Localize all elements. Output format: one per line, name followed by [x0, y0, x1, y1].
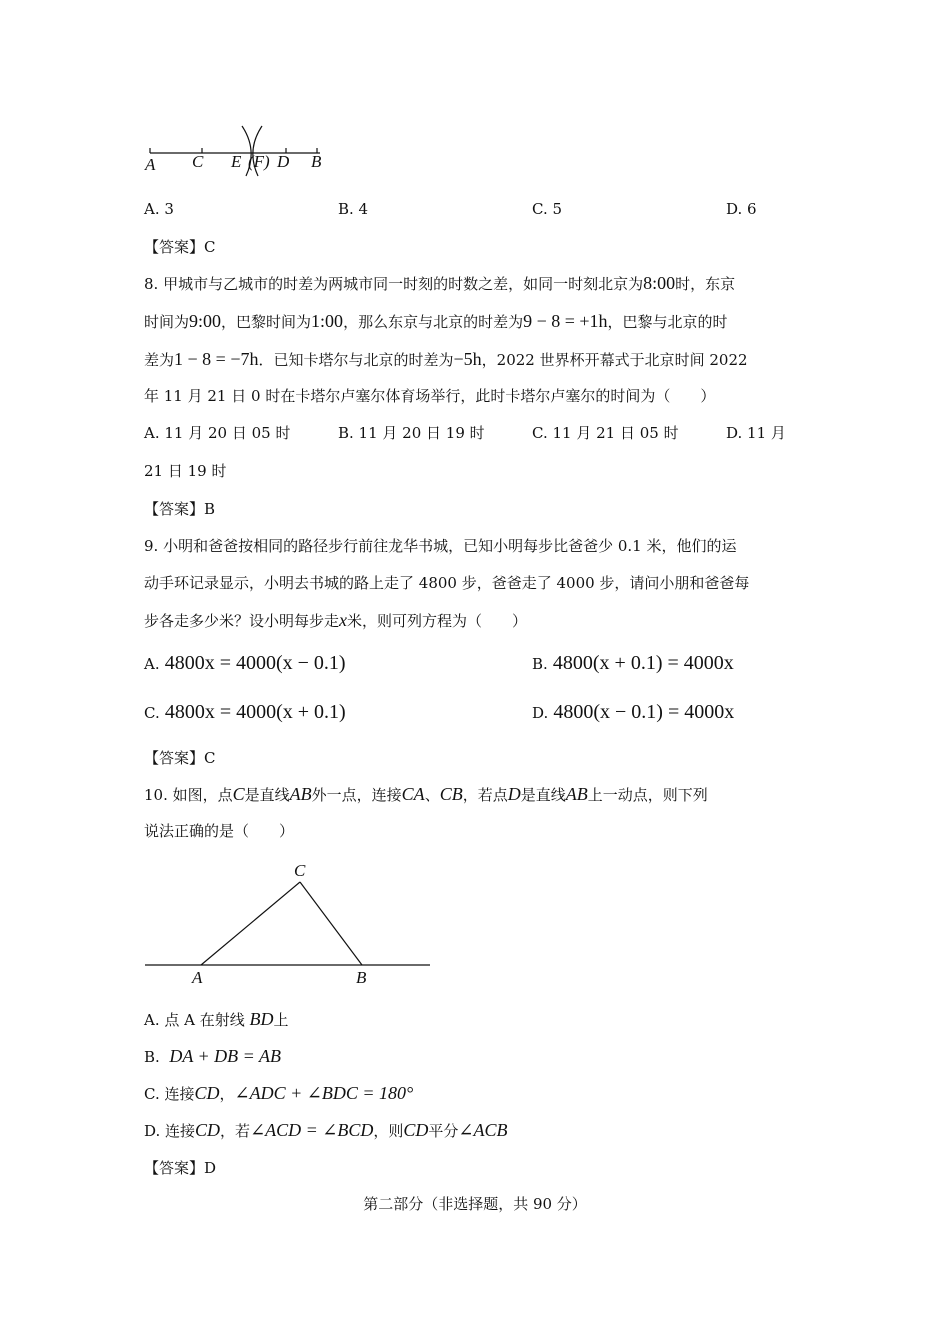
q8-option-d-cont: 21 日 19 时: [144, 462, 227, 480]
q7-option-a: A. 3: [144, 200, 174, 218]
q9-line1: 9. 小明和爸爸按相同的路径步行前往龙华书城，已知小明每步比爸爸少 0.1 米，他们的运: [144, 537, 737, 555]
q7-option-c: C. 5: [532, 200, 563, 218]
q10-option-c: C. 连接CD，∠ADC + ∠BDC = 180°: [144, 1083, 414, 1103]
q9-option-d: D. 4800(x − 0.1) = 4000x: [532, 701, 735, 723]
segment-figure: [140, 122, 340, 177]
q8-option-c: C. 11 月 21 日 05 时: [532, 424, 679, 442]
section-title: 第二部分（非选择题，共 90 分）: [363, 1195, 587, 1213]
q7-option-d: D. 6: [726, 200, 757, 218]
label-E: E: [231, 152, 242, 171]
q9-option-b: B. 4800(x + 0.1) = 4000x: [532, 652, 734, 674]
q9-line2: 动手环记录显示，小明去书城的路上走了 4800 步，爸爸走了 4000 步，请问小朋和爸爸每: [144, 574, 750, 592]
q8-line1: 8. 甲城市与乙城市的时差为两城市同一时刻的时数之差，如同一时刻北京为8:00时，东京: [144, 273, 736, 293]
q8-option-d: D. 11 月: [726, 424, 786, 442]
q10-option-b: B. DA + DB = AB: [144, 1046, 281, 1066]
q8-line4: 年 11 月 21 日 0 时在卡塔尔卢塞尔体育场举行，此时卡塔尔卢塞尔的时间为（ ）: [144, 387, 716, 405]
q10-option-d: D. 连接CD，若∠ACD = ∠BCD，则CD平分∠ACB: [144, 1120, 508, 1140]
q9-answer: 【答案】C: [144, 749, 216, 767]
q8-option-a: A. 11 月 20 日 05 时: [144, 424, 291, 442]
q7-option-b: B. 4: [338, 200, 369, 218]
q10-option-a: A. 点 A 在射线 BD上: [144, 1009, 289, 1029]
q7-answer: 【答案】C: [144, 238, 216, 256]
q8-option-b: B. 11 月 20 日 19 时: [338, 424, 485, 442]
q8-answer: 【答案】B: [144, 500, 216, 518]
label-F: (F): [248, 152, 270, 171]
label-D: D: [277, 152, 290, 171]
q8-line2: 时间为9:00，巴黎时间为1:00，那么东京与北京的时差为9 − 8 = +1h，巴黎与北京的时: [144, 311, 728, 331]
label-B: B: [311, 152, 322, 171]
q10-line2: 说法正确的是（ ）: [144, 822, 295, 840]
label-A: A: [145, 155, 156, 174]
q9-line3: 步各走多少米？设小明每步走x米，则可列方程为（ ）: [144, 610, 528, 630]
q9-option-a: A. 4800x = 4000(x − 0.1): [144, 652, 346, 674]
q10-line1: 10. 如图，点C是直线AB外一点，连接CA、CB，若点D是直线AB上一动点，则下列: [144, 784, 708, 804]
q9-option-c: C. 4800x = 4000(x + 0.1): [144, 701, 346, 723]
label-B: B: [356, 968, 367, 987]
label-C: C: [294, 861, 306, 880]
label-C: C: [192, 152, 204, 171]
q10-answer: 【答案】D: [144, 1159, 217, 1177]
label-A: A: [192, 968, 203, 987]
q8-line3: 差为1 − 8 = −7h．已知卡塔尔与北京的时差为−5h，2022 世界杯开幕式于北京时间 2022: [144, 349, 748, 369]
triangle-figure: [140, 858, 440, 988]
